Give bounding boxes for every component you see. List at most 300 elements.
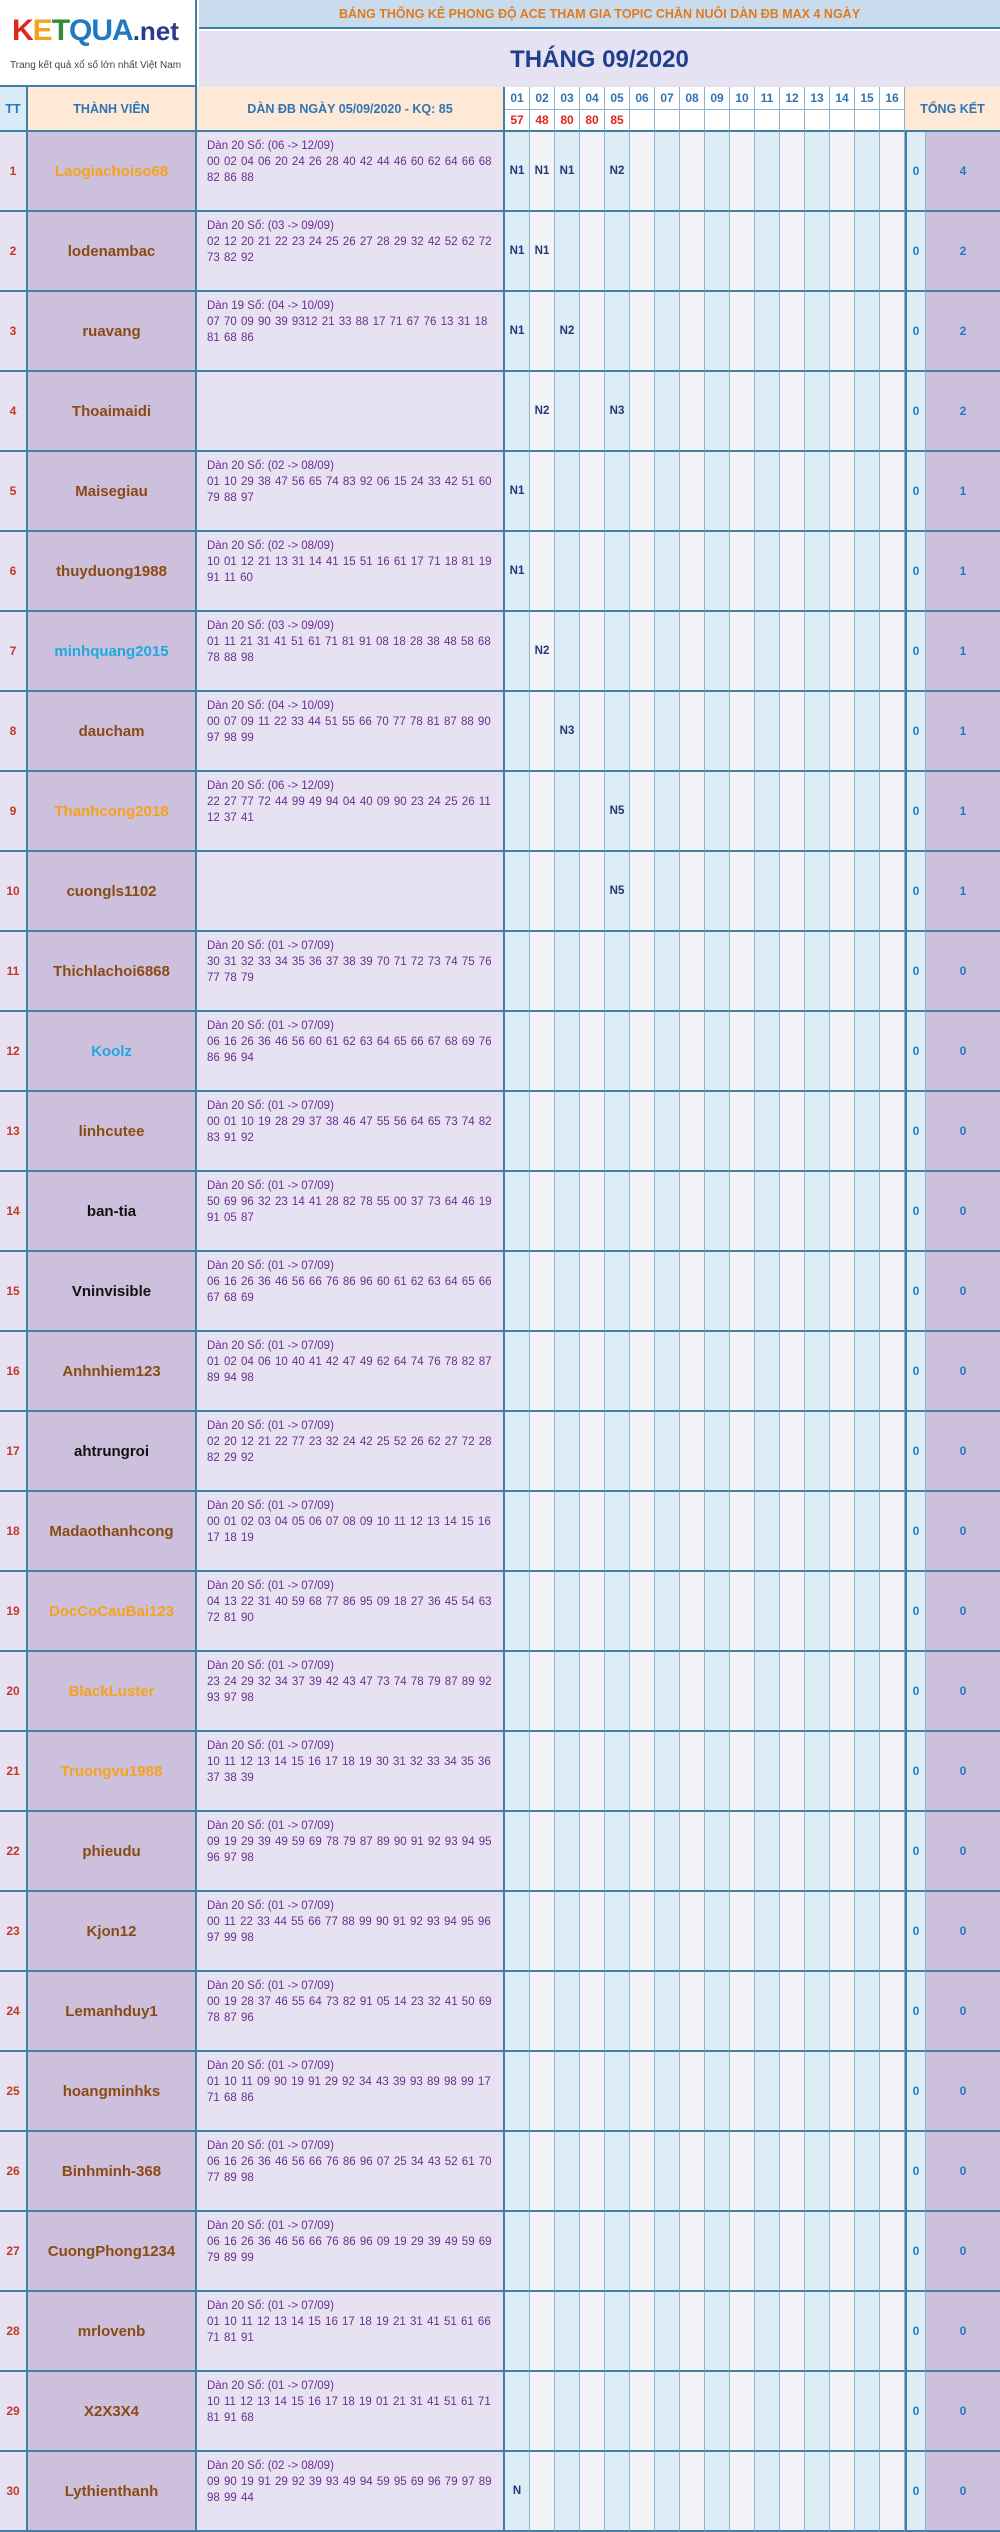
dan-title: Dàn 20 Số: (01 -> 07/09) [207, 1020, 334, 1032]
miss-count: 0 [905, 1012, 926, 1092]
dan-cell [197, 2292, 505, 2372]
member-name[interactable]: lodenambac [28, 212, 197, 292]
day-mark [705, 1972, 730, 2052]
day-mark [605, 2132, 630, 2212]
day-mark [630, 1572, 655, 1652]
table-row [0, 372, 1000, 452]
day-mark [880, 1812, 905, 1892]
day-mark [805, 292, 830, 372]
day-mark [755, 2212, 780, 2292]
day-mark [630, 2292, 655, 2372]
day-mark [730, 2452, 755, 2532]
day-mark [630, 612, 655, 692]
day-mark [505, 1572, 530, 1652]
dan-cell [197, 1892, 505, 1972]
day-mark [530, 2452, 555, 2532]
day-mark [755, 1092, 780, 1172]
day-mark [855, 2212, 880, 2292]
day-mark [780, 1092, 805, 1172]
member-name[interactable]: Kjon12 [28, 1892, 197, 1972]
miss-count: 0 [905, 1572, 926, 1652]
day-mark [580, 2372, 605, 2452]
dan-title: Dàn 20 Số: (03 -> 09/09) [207, 220, 334, 232]
row-index: 8 [0, 692, 28, 772]
table-row [0, 1492, 1000, 1572]
day-mark [730, 1252, 755, 1332]
day-mark [780, 2452, 805, 2532]
day-mark [730, 2052, 755, 2132]
dan-numbers: 00 01 10 19 28 29 37 38 46 47 55 56 64 65 73 74 82 83 91 92 [207, 1116, 492, 1144]
day-mark [680, 2052, 705, 2132]
day-mark [780, 932, 805, 1012]
day-mark [630, 1892, 655, 1972]
day-mark: N [505, 2452, 530, 2532]
day-mark [730, 932, 755, 1012]
day-mark [655, 1332, 680, 1412]
day-mark [880, 932, 905, 1012]
day-mark [855, 2452, 880, 2532]
table-row [0, 1252, 1000, 1332]
day-mark [730, 1732, 755, 1812]
member-name[interactable]: ahtrungroi [28, 1412, 197, 1492]
day-mark [780, 2132, 805, 2212]
day-mark [580, 852, 605, 932]
day-mark [580, 1092, 605, 1172]
day-mark [730, 2292, 755, 2372]
day-mark [730, 1412, 755, 1492]
day-mark [505, 1732, 530, 1812]
member-name[interactable]: cuongls1102 [28, 852, 197, 932]
day-mark [530, 1892, 555, 1972]
dan-cell [197, 1972, 505, 2052]
day-mark: N5 [605, 772, 630, 852]
day-mark [580, 452, 605, 532]
table-row [0, 2132, 1000, 2212]
table-row [0, 1572, 1000, 1652]
day-mark [580, 932, 605, 1012]
member-name[interactable]: Anhnhiem123 [28, 1332, 197, 1412]
day-mark [530, 1732, 555, 1812]
day-mark [880, 2372, 905, 2452]
day-mark [880, 372, 905, 452]
total-score: 0 [926, 1492, 1000, 1572]
member-name[interactable]: Thanhcong2018 [28, 772, 197, 852]
day-mark [830, 2132, 855, 2212]
day-mark [755, 1892, 780, 1972]
table-row [0, 2372, 1000, 2452]
day-mark [680, 1652, 705, 1732]
day-result [630, 110, 655, 132]
member-name[interactable]: Laogiachoiso68 [28, 132, 197, 212]
day-mark [880, 2452, 905, 2532]
day-mark [555, 1252, 580, 1332]
row-index: 28 [0, 2292, 28, 2372]
day-mark [555, 372, 580, 452]
day-mark [655, 132, 680, 212]
day-mark [505, 2292, 530, 2372]
day-mark [855, 532, 880, 612]
logo-letter: T [51, 14, 70, 47]
day-result [680, 110, 705, 132]
member-name[interactable]: daucham [28, 692, 197, 772]
day-mark [530, 1972, 555, 2052]
day-mark [780, 1172, 805, 1252]
day-mark [880, 2292, 905, 2372]
day-mark [755, 1252, 780, 1332]
day-mark [505, 1092, 530, 1172]
day-mark [805, 1572, 830, 1652]
row-index: 16 [0, 1332, 28, 1412]
miss-count: 0 [905, 452, 926, 532]
day-mark [555, 2452, 580, 2532]
day-mark [580, 772, 605, 852]
day-header: 08 [680, 87, 705, 110]
day-mark [605, 532, 630, 612]
day-mark [630, 132, 655, 212]
day-mark [730, 692, 755, 772]
day-mark [880, 1092, 905, 1172]
logo-letter: K [12, 14, 33, 47]
day-mark [505, 2132, 530, 2212]
miss-count: 0 [905, 1092, 926, 1172]
day-mark [605, 1332, 630, 1412]
day-mark [655, 1252, 680, 1332]
day-mark [855, 612, 880, 692]
day-mark [880, 1412, 905, 1492]
table-row [0, 1812, 1000, 1892]
table-row [0, 612, 1000, 692]
total-score: 1 [926, 532, 1000, 612]
total-score: 1 [926, 452, 1000, 532]
day-mark [705, 2452, 730, 2532]
day-mark [505, 1172, 530, 1252]
member-name[interactable]: Vninvisible [28, 1252, 197, 1332]
day-mark [730, 1812, 755, 1892]
day-mark: N2 [605, 132, 630, 212]
member-name[interactable]: X2X3X4 [28, 2372, 197, 2452]
day-mark [530, 2372, 555, 2452]
day-mark [755, 1492, 780, 1572]
dan-cell [197, 612, 505, 692]
dan-numbers: 01 02 04 06 10 40 41 42 47 49 62 64 74 76 78 82 87 89 94 98 [207, 1356, 492, 1384]
row-index: 21 [0, 1732, 28, 1812]
member-name[interactable]: ruavang [28, 292, 197, 372]
dan-title: Dàn 20 Số: (01 -> 07/09) [207, 1420, 334, 1432]
day-mark [580, 2132, 605, 2212]
day-mark [555, 852, 580, 932]
day-mark [730, 212, 755, 292]
day-mark [705, 1492, 730, 1572]
row-index: 5 [0, 452, 28, 532]
day-mark [655, 452, 680, 532]
day-mark [580, 1812, 605, 1892]
miss-count: 0 [905, 2372, 926, 2452]
day-mark [880, 2052, 905, 2132]
day-mark [805, 212, 830, 292]
day-mark [830, 1812, 855, 1892]
day-mark [605, 692, 630, 772]
day-mark [655, 1732, 680, 1812]
member-name[interactable]: linhcutee [28, 1092, 197, 1172]
member-name[interactable]: CuongPhong1234 [28, 2212, 197, 2292]
day-mark [655, 1012, 680, 1092]
day-mark [680, 852, 705, 932]
day-mark [805, 1332, 830, 1412]
miss-count: 0 [905, 1332, 926, 1412]
day-mark [730, 1652, 755, 1732]
day-mark [880, 1012, 905, 1092]
day-mark [655, 932, 680, 1012]
day-mark [655, 852, 680, 932]
day-mark [830, 692, 855, 772]
day-mark [830, 2372, 855, 2452]
dan-numbers: 06 16 26 36 46 56 66 76 86 96 07 25 34 43 52 61 70 77 89 98 [207, 2156, 492, 2184]
day-mark: N1 [505, 452, 530, 532]
member-name[interactable]: BlackLuster [28, 1652, 197, 1732]
ketqua-logo[interactable] [0, 0, 197, 87]
day-mark [680, 1492, 705, 1572]
day-mark [830, 1092, 855, 1172]
day-mark [505, 1252, 530, 1332]
dan-cell [197, 932, 505, 1012]
member-name[interactable]: ban-tia [28, 1172, 197, 1252]
day-mark [780, 2292, 805, 2372]
day-result [855, 110, 880, 132]
day-mark [880, 452, 905, 532]
dan-numbers: 01 10 11 09 90 19 91 29 92 34 43 39 93 89 98 99 17 71 68 86 [207, 2076, 491, 2104]
member-name[interactable]: Thoaimaidi [28, 372, 197, 452]
member-name[interactable]: Lemanhduy1 [28, 1972, 197, 2052]
day-mark [680, 692, 705, 772]
dan-numbers: 10 11 12 13 14 15 16 17 18 19 01 21 31 41 51 61 71 81 91 68 [207, 2396, 491, 2424]
day-result: 80 [555, 110, 580, 132]
table-row [0, 2452, 1000, 2532]
day-mark [605, 932, 630, 1012]
day-mark [680, 1572, 705, 1652]
day-mark [755, 772, 780, 852]
member-name[interactable]: Madaothanhcong [28, 1492, 197, 1572]
day-mark [880, 1172, 905, 1252]
day-mark [655, 1172, 680, 1252]
miss-count: 0 [905, 692, 926, 772]
day-result [880, 110, 905, 132]
day-mark [730, 612, 755, 692]
total-score: 4 [926, 132, 1000, 212]
day-mark [755, 2292, 780, 2372]
header-member: THÀNH VIÊN [28, 87, 197, 132]
day-mark [830, 612, 855, 692]
day-mark [755, 852, 780, 932]
table-row [0, 1012, 1000, 1092]
day-mark [555, 1652, 580, 1732]
day-mark [880, 132, 905, 212]
day-mark [605, 1012, 630, 1092]
day-mark [755, 692, 780, 772]
day-mark [555, 2292, 580, 2372]
table-row [0, 2052, 1000, 2132]
day-mark [555, 1092, 580, 1172]
dan-title: Dàn 20 Số: (01 -> 07/09) [207, 1260, 334, 1272]
day-mark [805, 532, 830, 612]
member-name[interactable]: Truongvu1988 [28, 1732, 197, 1812]
member-name[interactable]: DocCoCauBai123 [28, 1572, 197, 1652]
dan-title: Dàn 20 Số: (01 -> 07/09) [207, 940, 334, 952]
day-mark [555, 1172, 580, 1252]
day-mark [805, 372, 830, 452]
day-mark [830, 212, 855, 292]
dan-cell [197, 292, 505, 372]
dan-title: Dàn 20 Số: (02 -> 08/09) [207, 460, 334, 472]
dan-numbers: 23 24 29 32 34 37 39 42 43 47 73 74 78 79 87 89 92 93 97 98 [207, 1676, 492, 1704]
day-mark [805, 1652, 830, 1732]
day-mark [830, 1572, 855, 1652]
day-header: 07 [655, 87, 680, 110]
day-mark [580, 2212, 605, 2292]
day-mark [705, 2372, 730, 2452]
day-mark [655, 1572, 680, 1652]
day-mark [505, 1412, 530, 1492]
dan-cell [197, 772, 505, 852]
day-mark [855, 772, 880, 852]
day-mark: N3 [605, 372, 630, 452]
day-mark [530, 292, 555, 372]
day-mark [780, 2372, 805, 2452]
day-mark [580, 2292, 605, 2372]
day-mark [705, 2132, 730, 2212]
miss-count: 0 [905, 2452, 926, 2532]
row-index: 19 [0, 1572, 28, 1652]
day-mark [680, 212, 705, 292]
day-mark [555, 1812, 580, 1892]
member-name[interactable]: Koolz [28, 1012, 197, 1092]
day-mark [555, 1732, 580, 1812]
dan-cell [197, 1732, 505, 1812]
day-mark: N1 [530, 132, 555, 212]
member-name[interactable]: thuyduong1988 [28, 532, 197, 612]
day-mark: N5 [605, 852, 630, 932]
row-index: 4 [0, 372, 28, 452]
day-mark [555, 2372, 580, 2452]
dan-numbers: 10 01 12 21 13 31 14 41 15 51 16 61 17 71 18 81 19 91 11 60 [207, 556, 492, 584]
day-mark [630, 2212, 655, 2292]
day-mark [755, 2372, 780, 2452]
day-mark [530, 2132, 555, 2212]
total-score: 0 [926, 2052, 1000, 2132]
dan-title: Dàn 20 Số: (01 -> 07/09) [207, 1900, 334, 1912]
day-mark [505, 852, 530, 932]
day-mark [805, 132, 830, 212]
day-mark [830, 1732, 855, 1812]
day-mark [830, 852, 855, 932]
day-mark [655, 1092, 680, 1172]
day-mark [805, 2452, 830, 2532]
row-index: 12 [0, 1012, 28, 1092]
miss-count: 0 [905, 852, 926, 932]
day-mark [655, 1492, 680, 1572]
member-name[interactable]: mrlovenb [28, 2292, 197, 2372]
day-mark [780, 1652, 805, 1732]
total-score: 0 [926, 2292, 1000, 2372]
dan-numbers: 30 31 32 33 34 35 36 37 38 39 70 71 72 73 74 75 76 77 78 79 [207, 956, 492, 984]
day-mark [630, 1172, 655, 1252]
dan-numbers: 09 90 19 91 29 92 39 93 49 94 59 95 69 96 79 97 89 98 99 44 [207, 2476, 492, 2504]
day-mark [830, 452, 855, 532]
dan-numbers: 02 20 12 21 22 77 23 32 24 42 25 52 26 62 27 72 28 82 29 92 [207, 1436, 492, 1464]
day-mark [880, 1572, 905, 1652]
day-mark [780, 1012, 805, 1092]
day-mark: N2 [530, 612, 555, 692]
dan-cell [197, 2132, 505, 2212]
member-name[interactable]: minhquang2015 [28, 612, 197, 692]
dan-title: Dàn 20 Số: (01 -> 07/09) [207, 2220, 334, 2232]
day-mark: N1 [505, 132, 530, 212]
day-mark [780, 1732, 805, 1812]
day-mark [805, 1732, 830, 1812]
total-score: 0 [926, 1972, 1000, 2052]
member-name[interactable]: Thichlachoi6868 [28, 932, 197, 1012]
day-mark [830, 1492, 855, 1572]
day-mark [730, 2372, 755, 2452]
dan-title: Dàn 20 Số: (01 -> 07/09) [207, 2300, 334, 2312]
day-mark [580, 532, 605, 612]
day-mark [555, 452, 580, 532]
day-header: 13 [805, 87, 830, 110]
day-mark [755, 532, 780, 612]
day-mark [655, 2452, 680, 2532]
total-score: 2 [926, 292, 1000, 372]
total-score: 1 [926, 612, 1000, 692]
day-mark [530, 1252, 555, 1332]
day-mark [880, 612, 905, 692]
day-mark [755, 2132, 780, 2212]
day-mark [580, 1652, 605, 1732]
day-mark [530, 2292, 555, 2372]
miss-count: 0 [905, 1812, 926, 1892]
member-name[interactable]: Maisegiau [28, 452, 197, 532]
day-mark [580, 692, 605, 772]
table-row [0, 1972, 1000, 2052]
member-name[interactable]: phieudu [28, 1812, 197, 1892]
dan-numbers: 06 16 26 36 46 56 60 61 62 63 64 65 66 67 68 69 76 86 96 94 [207, 1036, 492, 1064]
row-index: 20 [0, 1652, 28, 1732]
logo-tagline: Trang kết quả xổ số lớn nhất Việt Nam [10, 60, 182, 71]
day-mark [705, 532, 730, 612]
row-index: 29 [0, 2372, 28, 2452]
day-mark [780, 292, 805, 372]
total-score: 0 [926, 1812, 1000, 1892]
day-mark [530, 692, 555, 772]
miss-count: 0 [905, 132, 926, 212]
row-index: 2 [0, 212, 28, 292]
day-mark [555, 612, 580, 692]
member-name[interactable]: Lythienthanh [28, 2452, 197, 2532]
day-mark [855, 2372, 880, 2452]
day-mark [705, 1252, 730, 1332]
day-mark [630, 532, 655, 612]
day-mark [630, 2052, 655, 2132]
day-mark [755, 2452, 780, 2532]
day-mark [855, 1092, 880, 1172]
miss-count: 0 [905, 2052, 926, 2132]
member-name[interactable]: Binhminh-368 [28, 2132, 197, 2212]
day-mark [805, 692, 830, 772]
day-mark [855, 1812, 880, 1892]
day-mark [880, 2132, 905, 2212]
dan-numbers: 00 11 22 33 44 55 66 77 88 99 90 91 92 93 94 95 96 97 99 98 [207, 1916, 491, 1944]
day-mark [830, 292, 855, 372]
member-name[interactable]: hoangminhks [28, 2052, 197, 2132]
day-mark [505, 1812, 530, 1892]
